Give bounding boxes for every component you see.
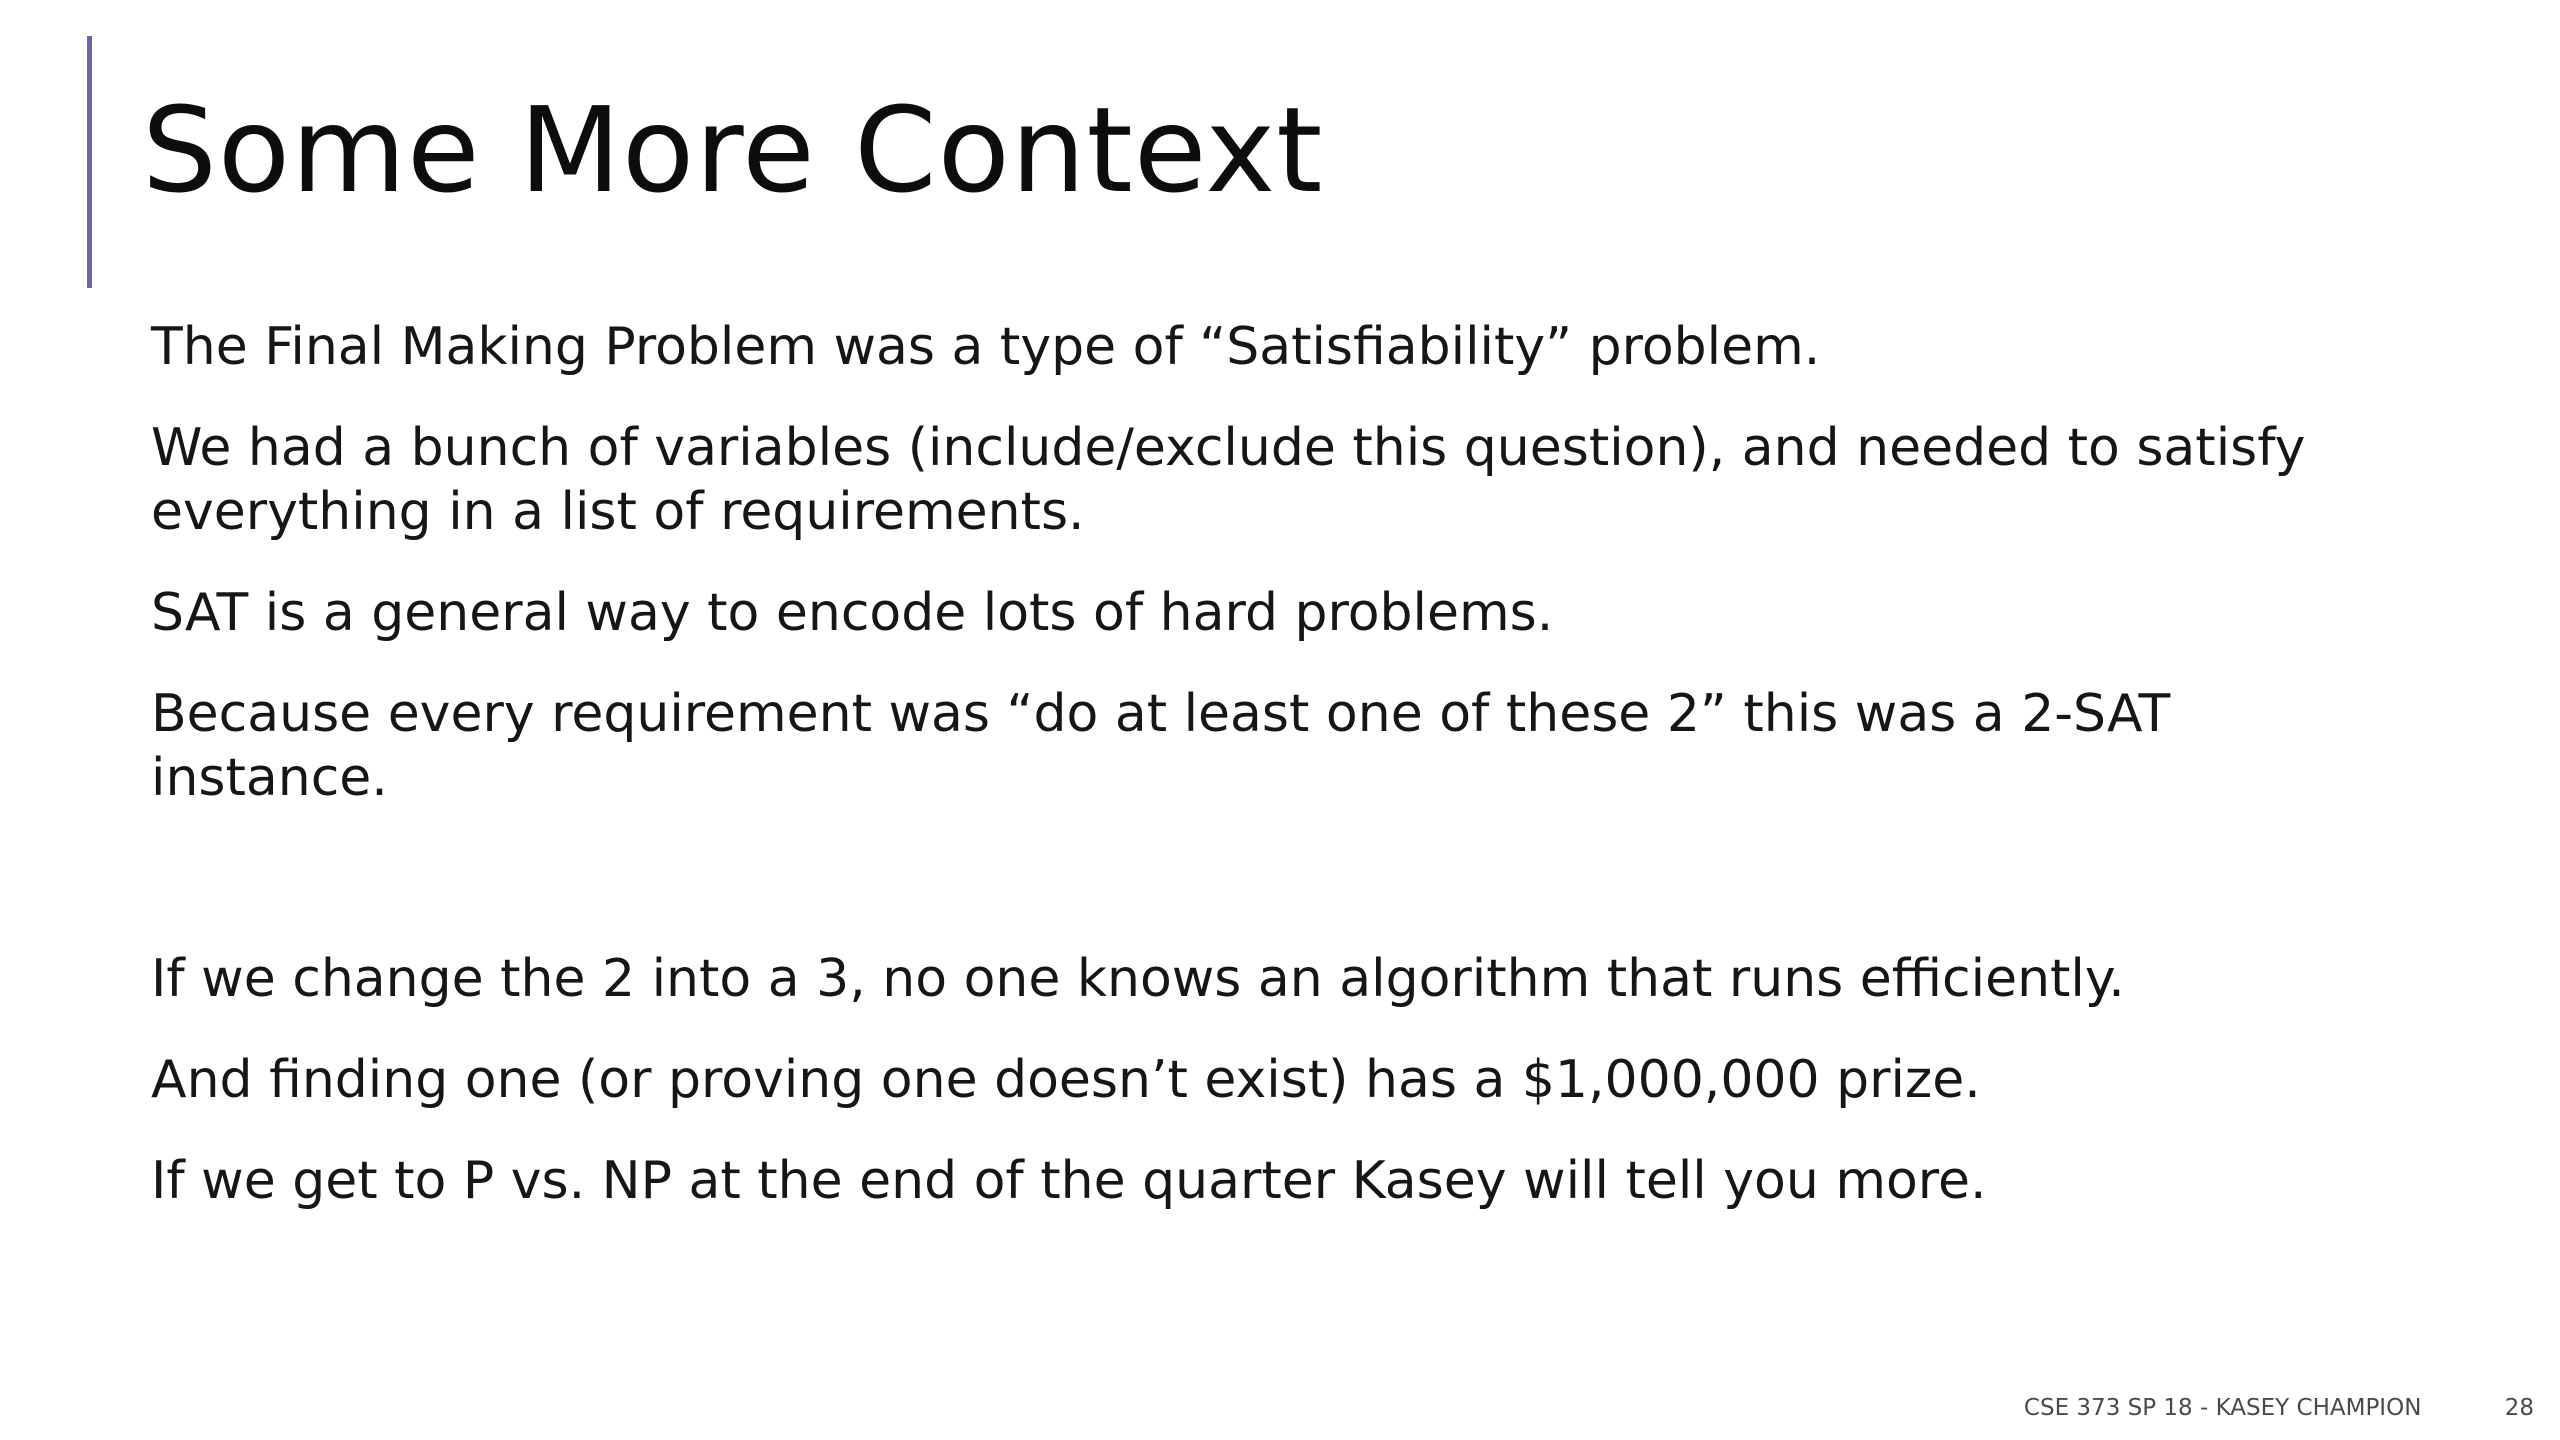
paragraph-satisfiability: The Final Making Problem was a type of “Satisfiability” problem.: [151, 317, 1821, 377]
paragraph-3-sat: If we change the 2 into a 3, no one knows an algorithm that runs efficiently.: [151, 949, 2125, 1009]
slide-title: Some More Context: [142, 81, 1324, 219]
paragraph-2-sat: Because every requirement was “do at least one of these 2” this was a 2-SAT instance.: [151, 684, 2171, 808]
paragraph-spacer: [151, 847, 2411, 947]
paragraph-p-vs-np: If we get to P vs. NP at the end of the quarter Kasey will tell you more.: [151, 1151, 1987, 1211]
slide-body: [151, 315, 2411, 1250]
paragraph-variables: We had a bunch of variables (include/exclude this question), and needed to satisfy everything in a list of requirements.: [151, 418, 2306, 542]
title-accent-bar: [87, 36, 92, 288]
footer-page-number: 28: [2504, 1395, 2534, 1421]
paragraph-sat-general: SAT is a general way to encode lots of hard problems.: [151, 583, 1554, 643]
paragraph-prize: And finding one (or proving one doesn’t exist) has a $1,000,000 prize.: [151, 1050, 1981, 1110]
footer-course-label: CSE 373 SP 18 - KASEY CHAMPION: [2023, 1395, 2422, 1421]
slide-footer: [2024, 1393, 2534, 1423]
